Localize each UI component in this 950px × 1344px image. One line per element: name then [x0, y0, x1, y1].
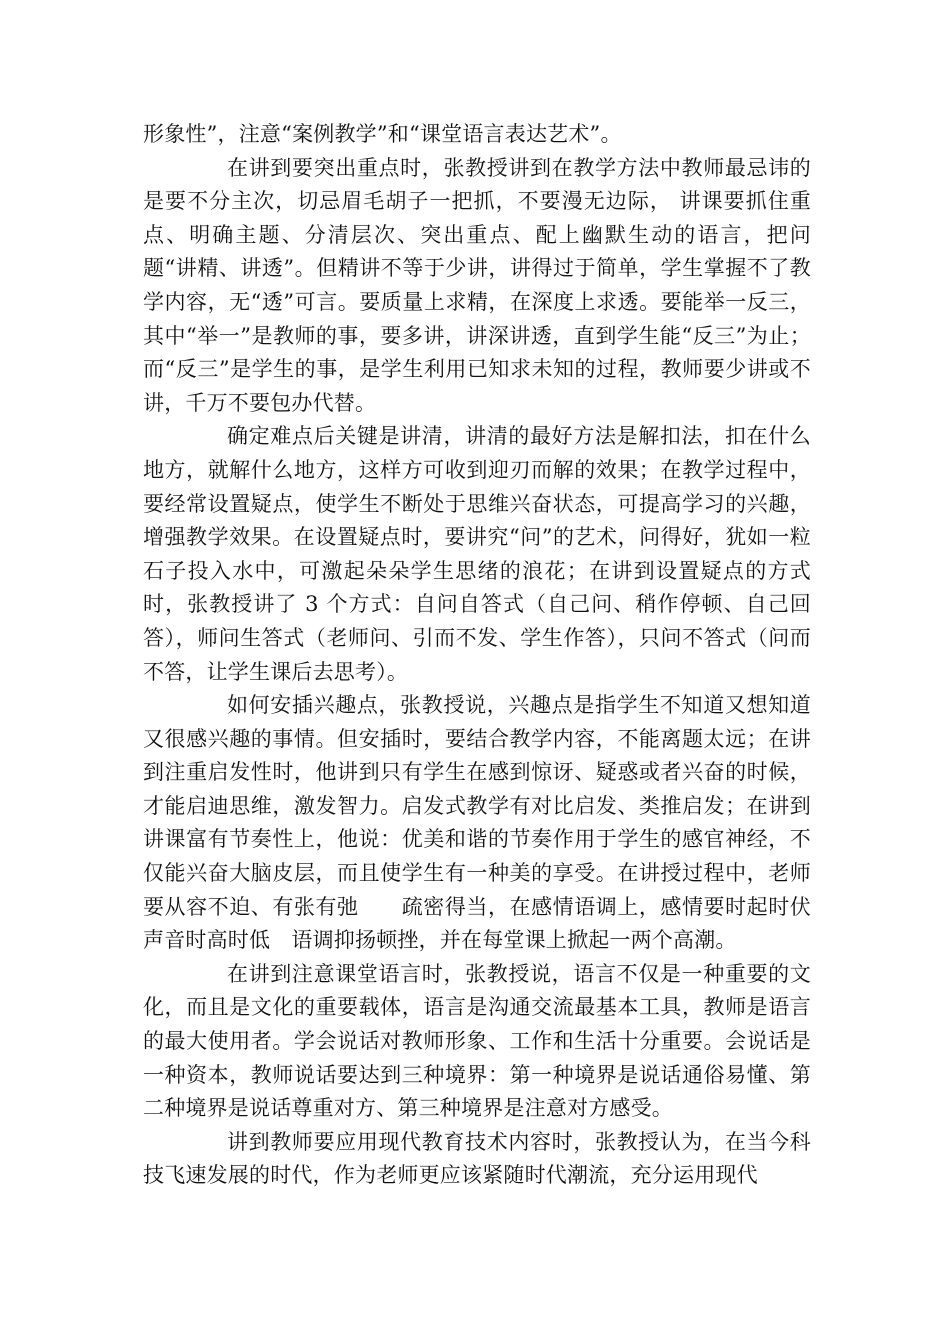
paragraph-modern-technology: 讲到教师要应用现代教育技术内容时，张教授认为，在当今科技飞速发展的时代，作为老师更应该紧随时代潮流，充分运用现代: [143, 1129, 811, 1188]
paragraph-difficult-points: 确定难点后关键是讲清，讲清的最好方法是解扣法，扣在什么地方，就解什么地方，这样方可收到迎刃而解的效果；在教学过程中，要经常设置疑点，使学生不断处于思维兴奋状态，可提高学习的兴趣，增强教学效果。在设置疑点时，要讲究“问”的艺术，问得好，犹如一粒石子投入水中，可激起朵朵学生思绪的浪花；在讲到设置疑点的方式时，张教授讲了 3 个方式：自问自答式（自己问、稍作停顿、自己回答），师问生答式（老师问、引而不发、学生作答），只问不答式（问而不答，让学生课后去思考）。: [143, 424, 811, 684]
paragraph-interest-points: 如何安插兴趣点，张教授说，兴趣点是指学生不知道又想知道又很感兴趣的事情。但安插时，要结合教学内容，不能离题太远；在讲到注重启发性时，他讲到只有学生在感到惊讶、疑惑或者兴奋的时候，才能启迪思维，激发智力。启发式教学有对比启发、类推启发；在讲到讲课富有节奏性上，他说：优美和谐的节奏作用于学生的感官神经，不仅能兴奋大脑皮层，而且使学生有一种美的享受。在讲授过程中，老师要从容不迫、有张有弛 疏密得当，在感情语调上，感情要时起时伏 声音时高时低 语调抑扬顿挫，并在每堂课上掀起一两个高潮。: [143, 693, 833, 953]
document-body: [143, 118, 833, 1193]
paragraph-classroom-language: 在讲到注意课堂语言时，张教授说，语言不仅是一种重要的文化，而且是文化的重要载体，语言是沟通交流最基本工具，教师是语言的最大使用者。学会说话对教师形象、工作和生活十分重要。会说话是一种资本，教师说话要达到三种境界：第一种境界是说话通俗易懂、第二种境界是说话尊重对方、第三种境界是注意对方感受。: [143, 961, 811, 1121]
paragraph-key-points: 在讲到要突出重点时，张教授讲到在教学方法中教师最忌讳的是要不分主次，切忌眉毛胡子一把抓，不要漫无边际， 讲课要抓住重点、明确主题、分清层次、突出重点、配上幽默生动的语言，把问题“讲精、讲透”。但精讲不等于少讲，讲得过于简单，学生掌握不了教学内容，无“透”可言。要质量上求精，在深度上求透。要能举一反三，其中“举一”是教师的事，要多讲，讲深讲透，直到学生能“反三”为止；而“反三”是学生的事，是学生利用已知求未知的过程，教师要少讲或不讲，千万不要包办代替。: [143, 155, 811, 415]
paragraph-continued: 形象性”，注意“案例教学”和“课堂语言表达艺术”。: [143, 122, 622, 146]
